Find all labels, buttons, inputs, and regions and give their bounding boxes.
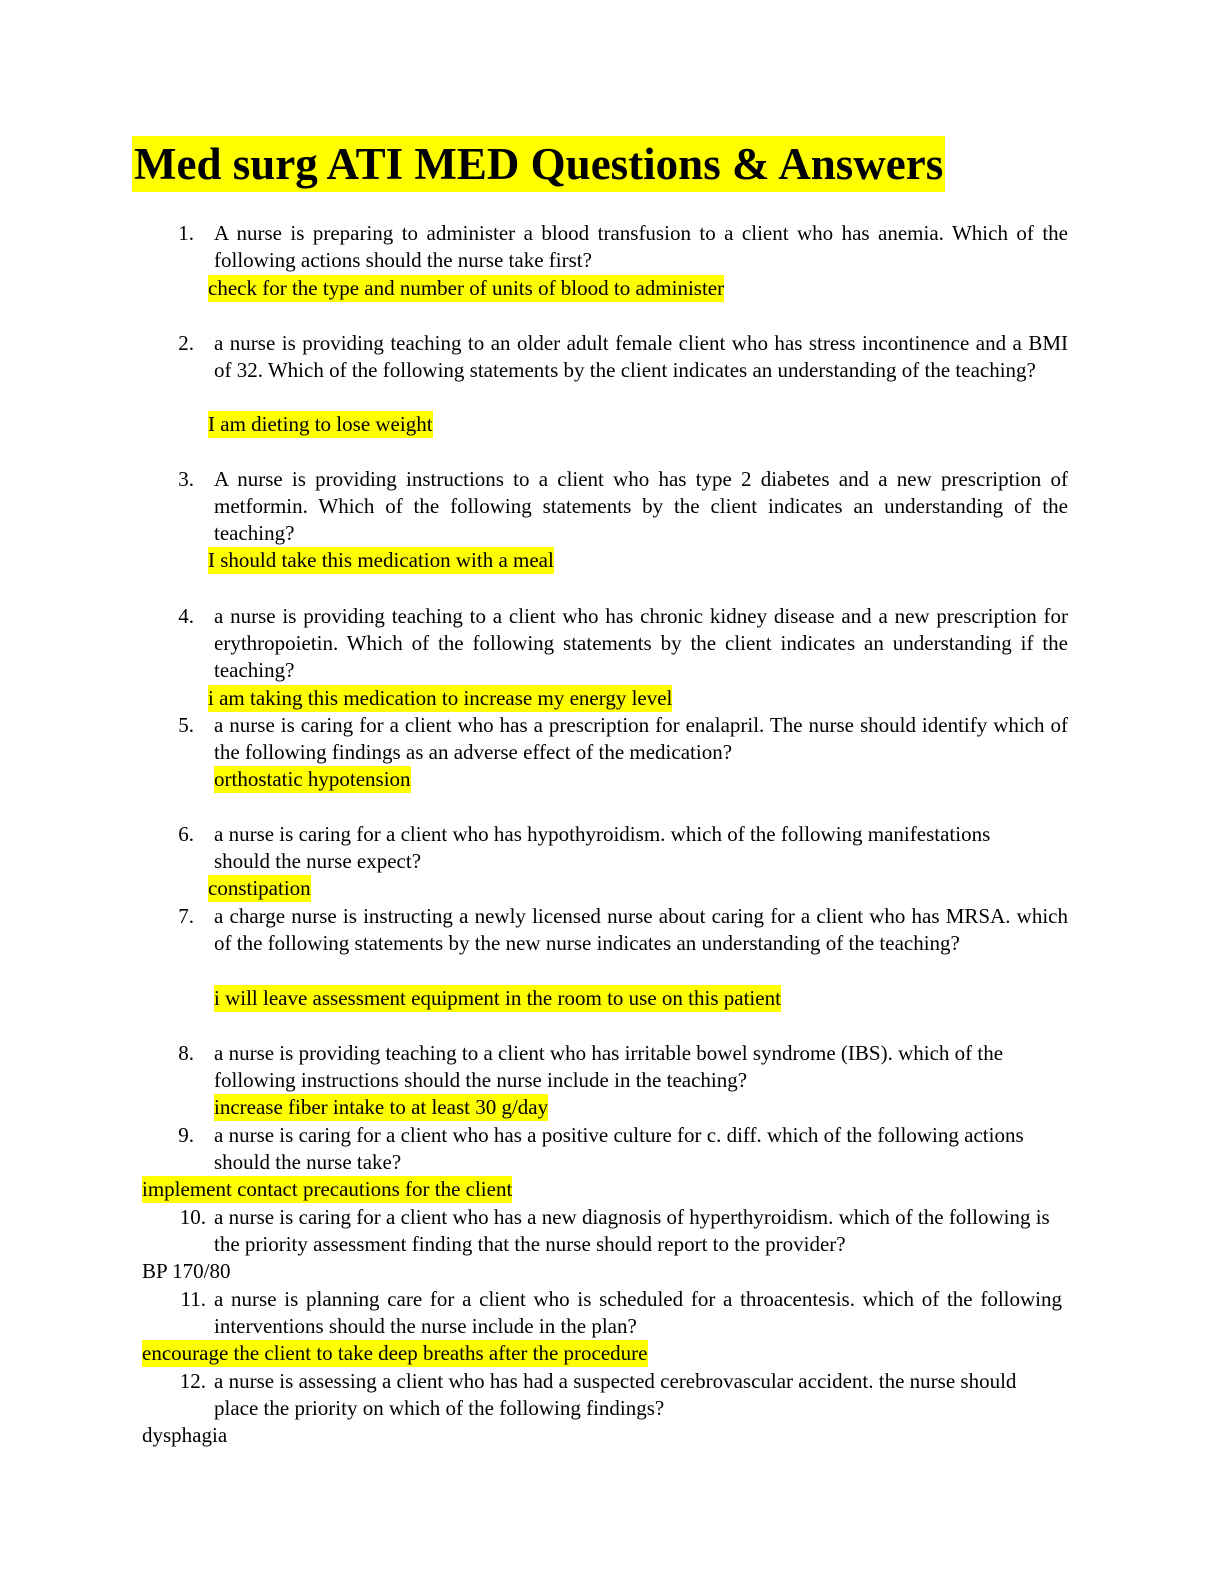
answer-text: i am taking this medication to increase my energy level [208,685,672,712]
answer-text: implement contact precautions for the client [142,1176,512,1203]
question-text: a nurse is providing teaching to a client who has irritable bowel syndrome (IBS). which of the following instructions should the nurse include in the teaching? [214,1041,1004,1093]
answer-text: encourage the client to take deep breaths after the procedure [142,1340,648,1367]
question-text: a nurse is caring for a client who has a positive culture for c. diff. which of the following actions should the nurse take? [214,1123,1024,1175]
document-title: Med surg ATI MED Questions & Answers [132,136,945,192]
question-text: a nurse is planning care for a client who is scheduled for a throacentesis. which of the following interventions should the nurse include in the plan? [214,1287,1062,1339]
question-text: a charge nurse is instructing a newly licensed nurse about caring for a client who has MRSA. which of the following statements by the new nurse indicates an understanding of the teaching? [214,904,1068,956]
question-text: A nurse is providing instructions to a client who has type 2 diabetes and a new prescription of metformin. Which of the following statements by the client indicates an understanding of the teaching? [214,467,1068,546]
answer-text: I should take this medication with a meal [208,547,554,574]
question-text: a nurse is caring for a client who has a prescription for enalapril. The nurse should identify which of the following findings as an adverse effect of the medication? [214,713,1068,765]
answer-text: increase fiber intake to at least 30 g/day [214,1094,548,1121]
question-number: 4. [178,604,194,628]
answer-text: orthostatic hypotension [214,766,411,793]
question-number: 6. [178,822,194,846]
answer-text: dysphagia [142,1423,228,1447]
question-text: a nurse is providing teaching to an older adult female client who has stress incontinence and a BMI of 32. Which of the following statements by the client indicates an understanding of the teaching? [214,331,1068,383]
question-number: 5. [178,713,194,737]
question-text: a nurse is providing teaching to a client who has chronic kidney disease and a new prescription for erythropoietin. Which of the following statements by the client indicates an understanding if the teaching? [214,604,1068,683]
question-text: a nurse is assessing a client who has had a suspected cerebrovascular accident. the nurse should place the priority on which of the following findings? [214,1369,1017,1421]
question-number: 1. [178,221,194,245]
question-number: 7. [178,904,194,928]
question-number: 9. [178,1123,194,1147]
answer-text: BP 170/80 [142,1259,231,1283]
answer-text: constipation [208,875,311,902]
question-text: a nurse is caring for a client who has hypothyroidism. which of the following manifestations should the nurse expect? [214,822,991,874]
question-number: 3. [178,467,194,491]
question-text: A nurse is preparing to administer a blood transfusion to a client who has anemia. Which of the following actions should the nurse take first? [214,221,1068,273]
question-number: 2. [178,331,194,355]
question-number: 11. [180,1287,206,1311]
answer-text: i will leave assessment equipment in the room to use on this patient [214,985,781,1012]
answer-text: I am dieting to lose weight [208,411,433,438]
question-number: 10. [179,1205,206,1229]
question-text: a nurse is caring for a client who has a new diagnosis of hyperthyroidism. which of the following is the priority assessment finding that the nurse should report to the provider? [214,1205,1050,1257]
question-number: 12. [179,1369,206,1393]
answer-text: check for the type and number of units of blood to administer [208,275,724,302]
question-number: 8. [178,1041,194,1065]
